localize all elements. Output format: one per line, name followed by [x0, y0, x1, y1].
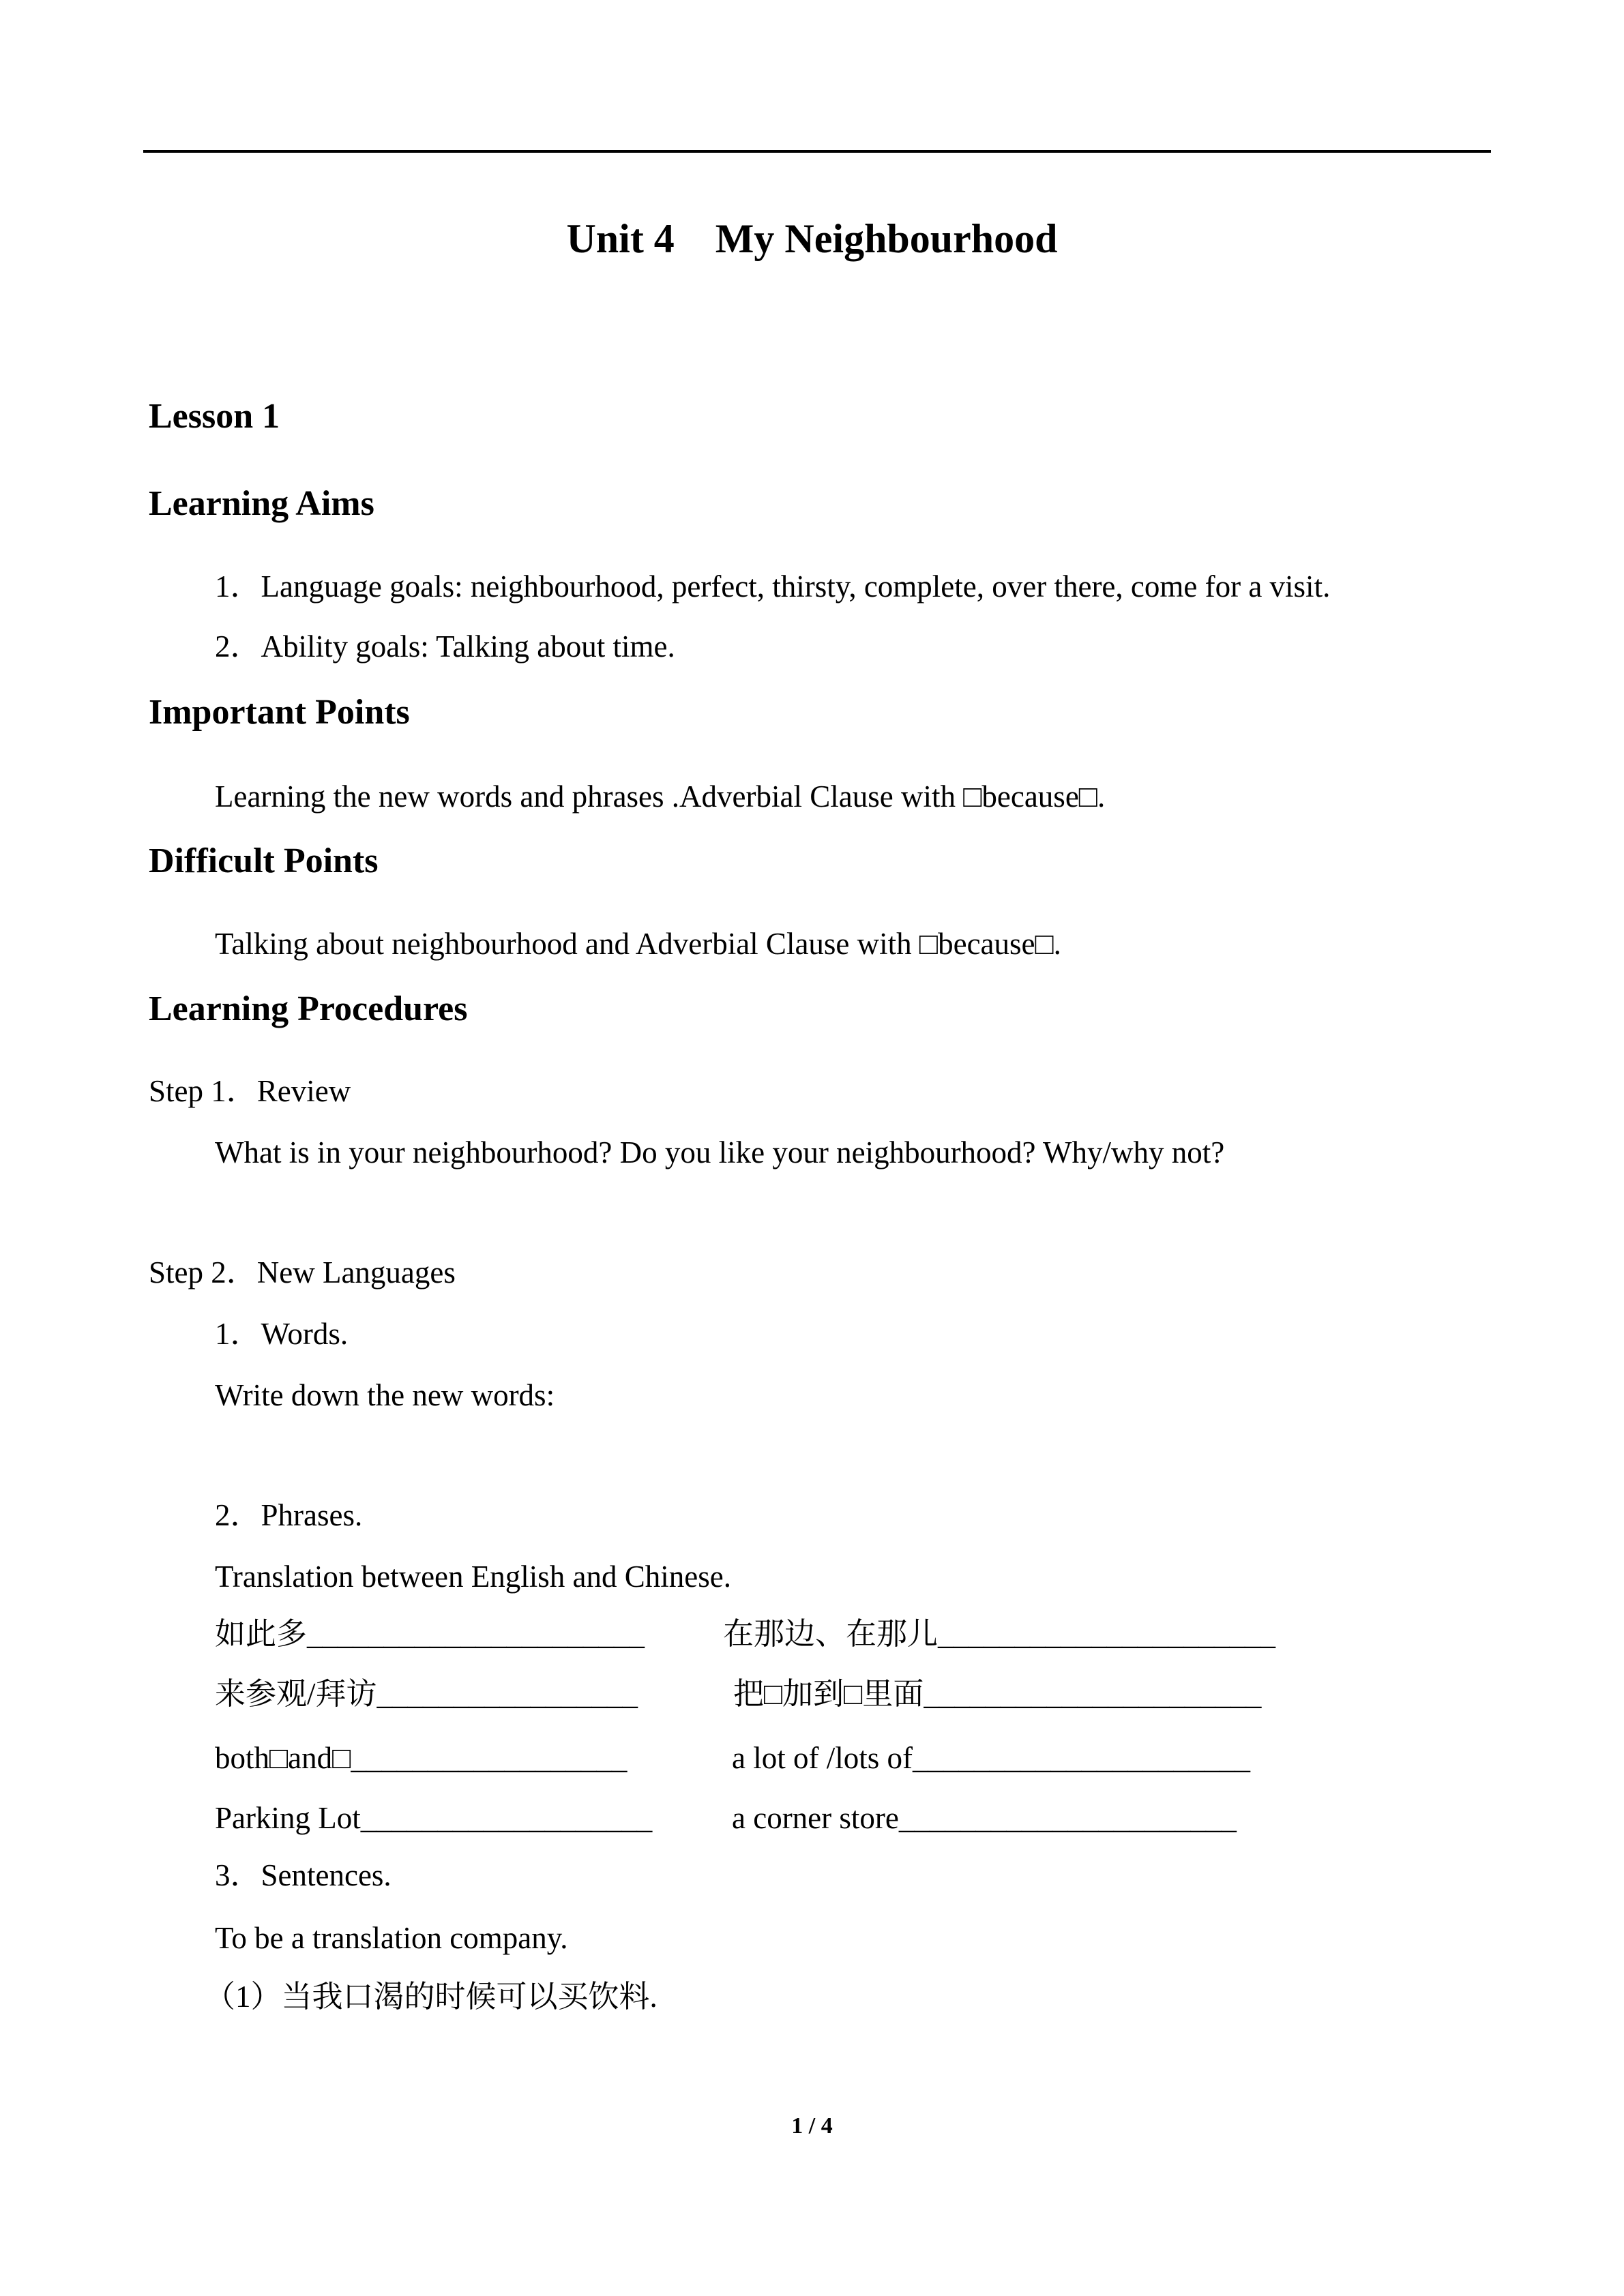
step1-label: Step 1．Review: [149, 1074, 351, 1108]
phrase-blank: 在那边、在那儿______________________: [723, 1617, 1276, 1651]
step2-label: Step 2．New Languages: [149, 1255, 456, 1289]
sentences-label: 3．Sentences.: [215, 1858, 392, 1892]
words-label: 1．Words.: [215, 1317, 349, 1351]
phrases-label: 2．Phrases.: [215, 1498, 363, 1532]
lesson-heading: Lesson 1: [149, 397, 280, 436]
important-points-heading: Important Points: [149, 693, 410, 732]
step1-text: What is in your neighbourhood? Do you like your neighbourhood? Why/why not?: [215, 1135, 1225, 1169]
sentences-instruction: To be a translation company.: [215, 1921, 568, 1955]
difficult-points-heading: Difficult Points: [149, 841, 379, 880]
phrase-blank: 来参观/拜访_________________: [215, 1677, 638, 1711]
learning-aims-heading: Learning Aims: [149, 484, 374, 523]
phrase-blank: Parking Lot___________________: [215, 1801, 653, 1835]
phrase-blank: 把□加到□里面______________________: [733, 1677, 1262, 1711]
page-number: 1 / 4: [791, 2113, 833, 2138]
learning-aim-item: 2．Ability goals: Talking about time.: [215, 629, 675, 664]
phrase-blank: both□and□__________________: [215, 1741, 628, 1775]
phrases-instruction: Translation between English and Chinese.: [215, 1560, 731, 1594]
difficult-points-text: Talking about neighbourhood and Adverbial Clause with □because□.: [215, 927, 1061, 961]
words-instruction: Write down the new words:: [215, 1378, 555, 1412]
learning-aim-item: 1．Language goals: neighbourhood, perfect, thirsty, complete, over there, come for a visit.: [215, 569, 1331, 603]
important-points-text: Learning the new words and phrases .Adverbial Clause with □because□.: [215, 779, 1106, 814]
header-rule: [143, 150, 1491, 153]
page-title: Unit 4 My Neighbourhood: [566, 216, 1058, 261]
sentence-item: （1）当我口渴的时候可以买饮料.: [205, 1980, 658, 2014]
phrase-blank: a corner store______________________: [732, 1801, 1237, 1835]
phrase-blank: 如此多______________________: [215, 1617, 645, 1651]
phrase-blank: a lot of /lots of______________________: [732, 1741, 1250, 1775]
learning-procedures-heading: Learning Procedures: [149, 989, 468, 1028]
